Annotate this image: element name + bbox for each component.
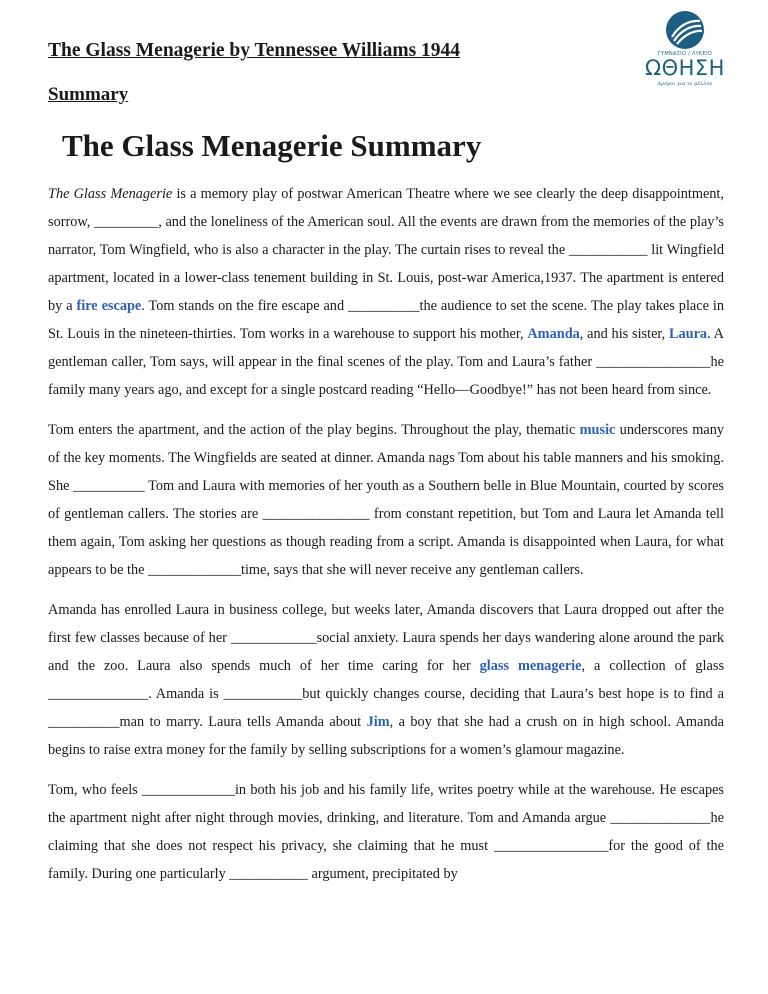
school-logo — [630, 10, 740, 100]
summary-heading: Summary — [48, 84, 129, 105]
keyword-link[interactable]: Laura — [668, 326, 708, 342]
text-run: Tom, who feels _____________in both his job and his family life, writes poetry while at the warehouse. He escapes the apartment night after night through movies, drinking, and literature. Tom and Amanda argue ______________he claiming that she does not respect his privacy, she claiming that he must ________________for the good of the family. During one particularly ___________ argument, precipitated by — [48, 782, 724, 882]
keyword-link[interactable]: fire escape — [76, 298, 142, 314]
text-run: underscores many of the key moments. The Wingfields are seated at dinner. Amanda nags Tom about his table manners and his smoking. She __________ Tom and Laura with memories of her youth as a Southern belle in Blue Mountain, courted by scores of gentleman callers. The stories are _______________ from constant repetition, but Tom and Laura let Amanda tell them again, Tom asking her questions as though reading from a script. Amanda is disappointed when Laura, for what appears to be the _____________time, says that she will never receive any gentleman callers. — [48, 422, 724, 578]
logo-emblem-icon — [665, 10, 705, 50]
text-run: Tom enters the apartment, and the action of the play begins. Throughout the play, thematic — [48, 422, 580, 438]
keyword-link[interactable]: music — [579, 422, 616, 438]
text-run: Amanda has enrolled Laura in business college, but weeks later, Amanda discovers that Laura dropped out after the first few classes because of her ____________social anxiety. Laura spends her days wandering alone around the park and the zoo. Laura also spends much of her time caring for her — [48, 602, 724, 674]
keyword-link[interactable]: Amanda — [527, 326, 580, 342]
summary-body — [48, 180, 724, 900]
logo-wordmark: ΩΘΗΣΗ — [645, 56, 725, 80]
text-run: . A gentleman caller, Tom says, will appear in the final scenes of the play. Tom and Laura’s father ________________he family many years ago, and except for a single postcard reading “Hello—Goodbye!” has not been heard from since. — [48, 326, 724, 398]
keyword-link[interactable]: Jim — [366, 714, 390, 730]
logo-small-text: ΓΥΜΝΑΣΙΟ / ΛΥΚΕΙΟ — [657, 51, 713, 57]
text-run: . Tom stands on the fire escape and __________the audience to set the scene. The play takes place in St. Louis in the nineteen-thirties. Tom works in a warehouse to support his mother, — [48, 298, 724, 342]
paragraph-1 — [48, 180, 724, 404]
paragraph-3 — [48, 596, 724, 764]
paragraph-4 — [48, 776, 724, 888]
play-title-italic: The Glass Menagerie — [48, 186, 173, 202]
keyword-link[interactable]: glass menagerie — [479, 658, 582, 674]
text-run: is a memory play of postwar American Theatre where we see clearly the deep disappointment, sorrow, _________, and the loneliness of the American soul. All the events are drawn from the memories of the play’s narrator, Tom Wingfield, who is also a character in the play. The curtain rises to reveal the ___________ lit Wingfield apartment, located in a lower-class tenement building in St. Louis, post-war America,1937. The apartment is entered by a — [48, 186, 724, 314]
document-title: The Glass Menagerie by Tennessee Williams 1944 — [48, 40, 461, 61]
text-run: , a collection of glass ______________. Amanda is ___________but quickly changes course, deciding that Laura’s best hope is to find a __________man to marry. Laura tells Amanda about — [48, 658, 725, 730]
paragraph-2 — [48, 416, 724, 584]
text-run: , and his sister, — [579, 326, 669, 342]
text-run: , a boy that she had a crush on in high school. Amanda begins to raise extra money for the family by selling subscriptions for a women’s glamour magazine. — [48, 714, 724, 758]
logo-tagline: Δρόμοι για το μέλλον — [657, 81, 713, 87]
main-title: The Glass Menagerie Summary — [62, 128, 482, 163]
